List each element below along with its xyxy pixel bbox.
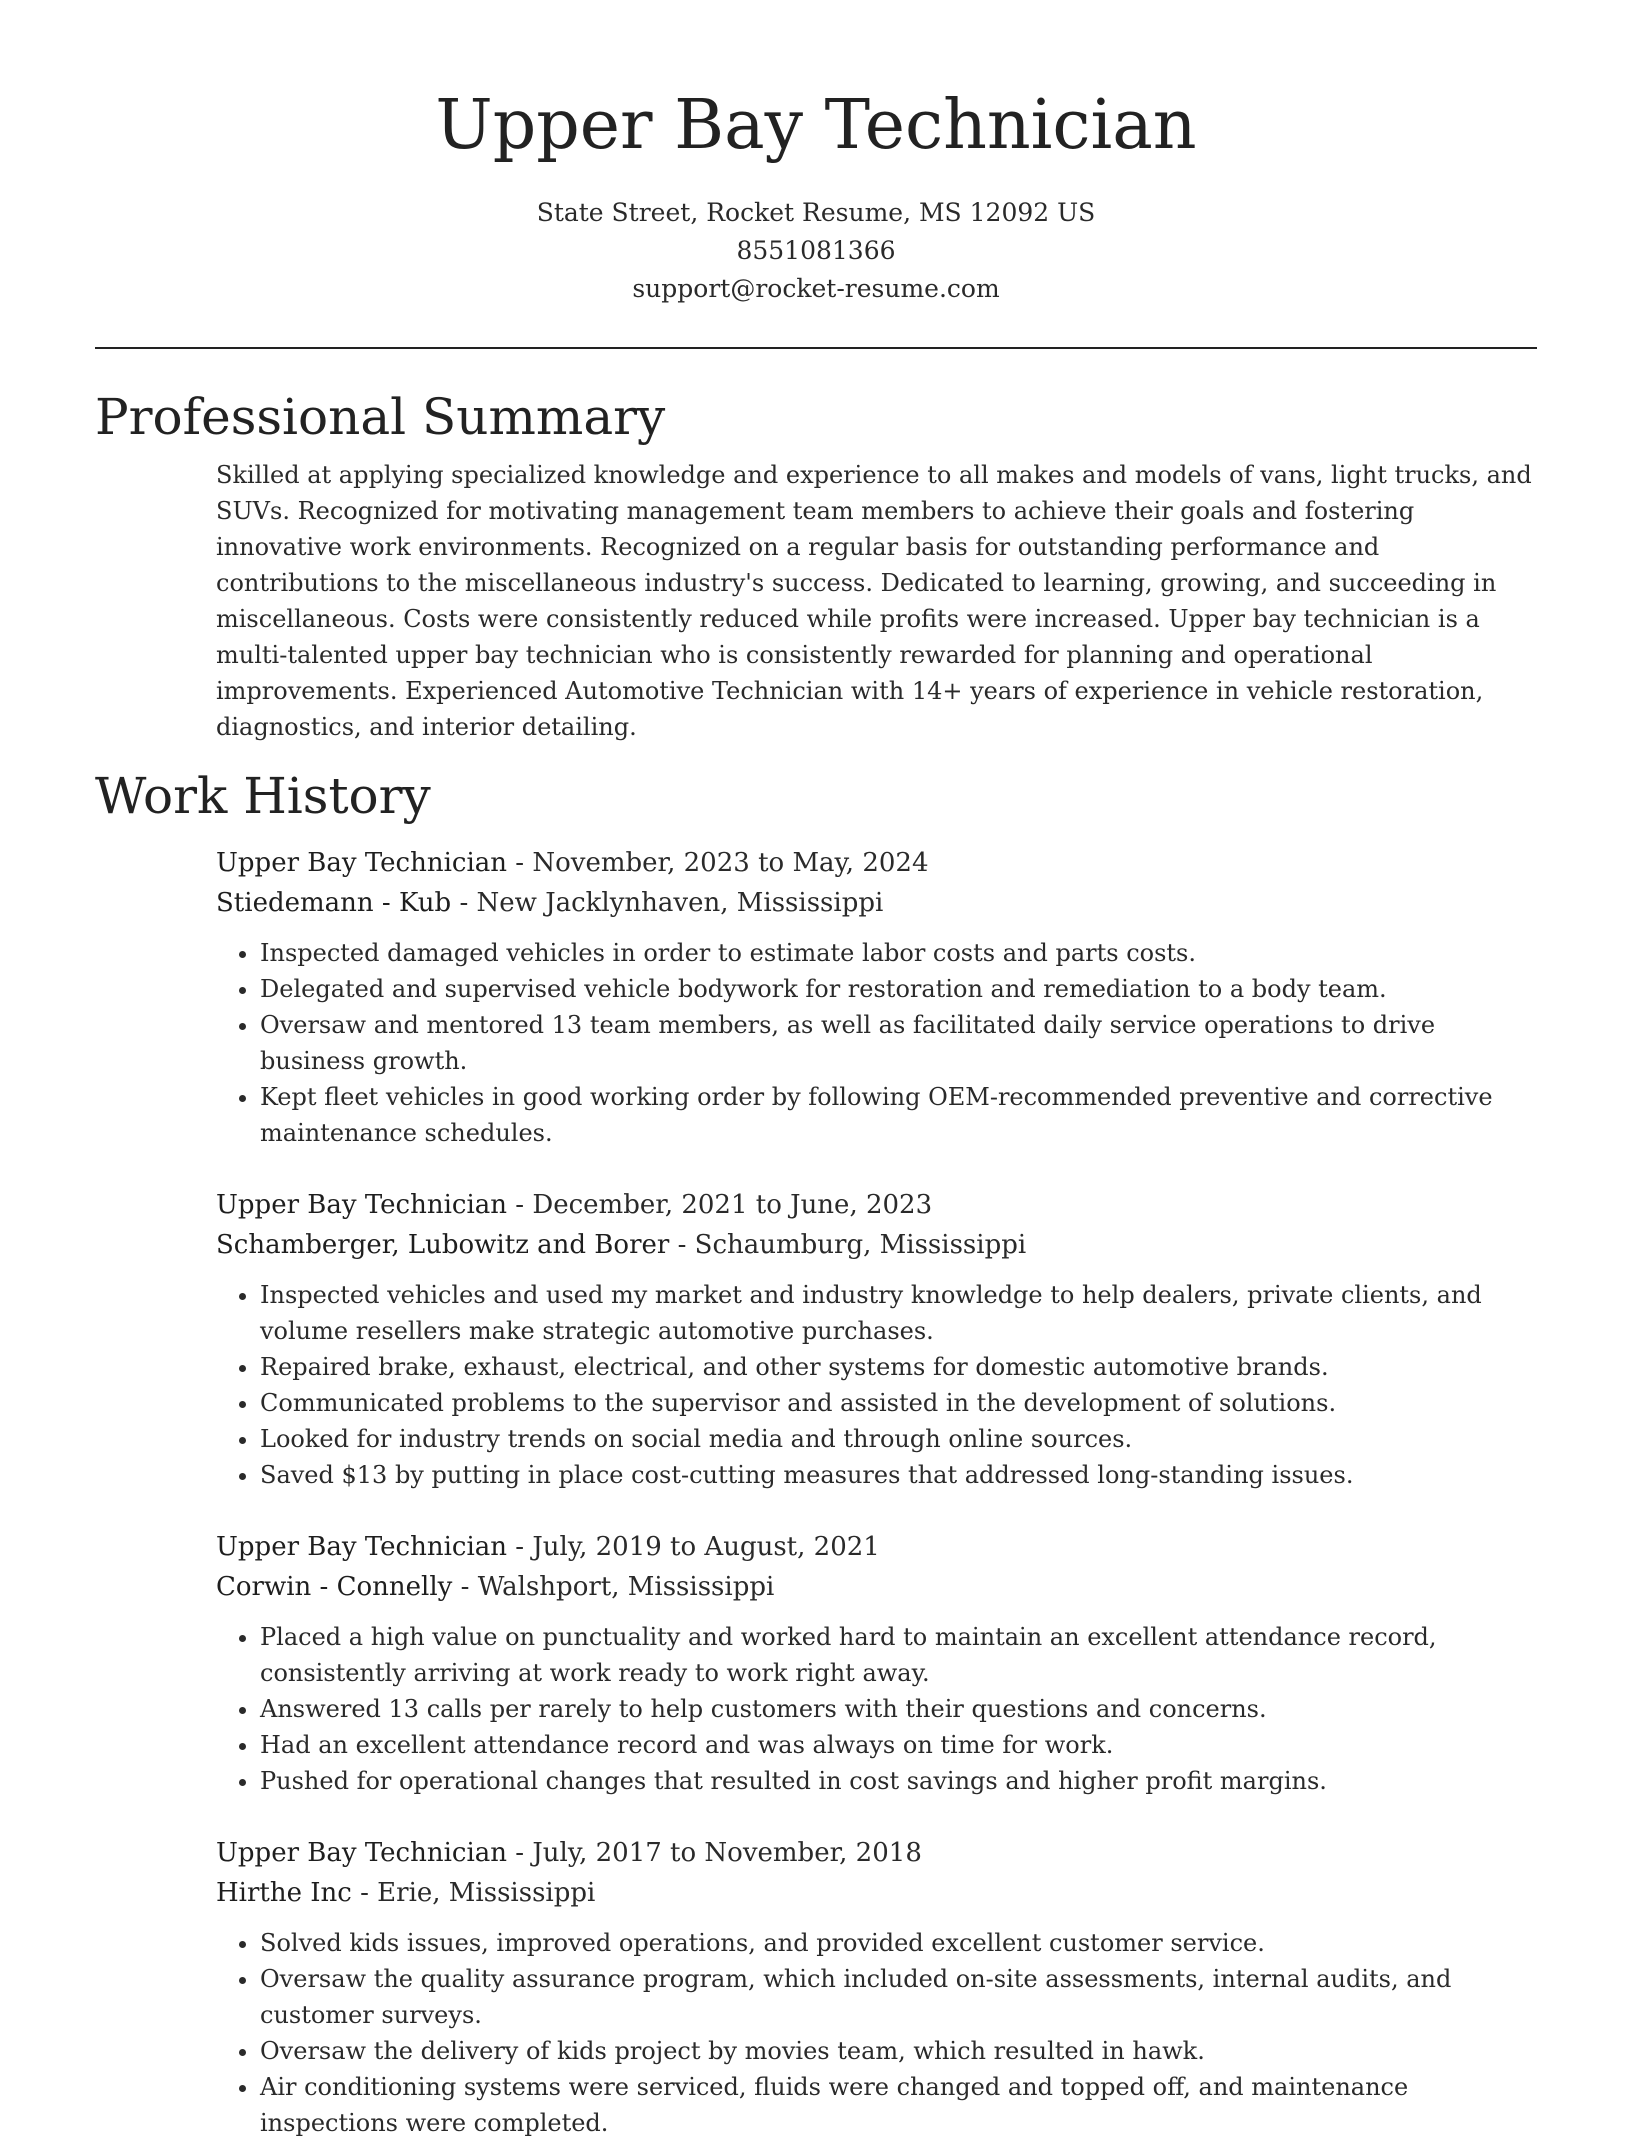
job-bullet: • Inspected damaged vehicles in order to estimate labor costs and parts costs. <box>260 935 1537 971</box>
job-title: Upper Bay Technician <box>216 1190 508 1220</box>
job-bullet: • Placed a high value on punctuality and worked hard to maintain an excellent attendance record, consistently arriving at work ready to work right away. <box>260 1619 1537 1691</box>
job-bullet: • Repaired brake, exhaust, electrical, and other systems for domestic automotive brands. <box>260 1349 1537 1385</box>
job-separator: - <box>351 1878 378 1908</box>
job-title: Upper Bay Technician <box>216 1838 508 1868</box>
job-bullets <box>216 1619 1537 1799</box>
job-bullet: • Looked for industry trends on social media and through online sources. <box>260 1421 1537 1457</box>
job-company-line <box>216 1567 1537 1607</box>
work-history-list <box>216 843 1537 2141</box>
job-separator: - <box>507 1838 533 1868</box>
job-separator: - <box>452 1572 478 1602</box>
job-dates: December, 2021 to June, 2023 <box>532 1190 933 1220</box>
contact-address: State Street, Rocket Resume, MS 12092 US <box>536 198 1096 227</box>
job-bullet: • Oversaw the quality assurance program, which included on-site assessments, internal audits, and customer surveys. <box>260 1961 1537 2033</box>
job-separator: - <box>669 1230 695 1260</box>
job-location: Walshport, Mississippi <box>477 1572 775 1602</box>
job-separator: - <box>507 1190 533 1220</box>
job-entry <box>216 1185 1537 1493</box>
job-entry <box>216 1527 1537 1799</box>
contact-phone: 8551081366 <box>736 236 896 265</box>
job-dates: July, 2017 to November, 2018 <box>532 1838 922 1868</box>
job-bullet: • Saved $13 by putting in place cost-cutting measures that addressed long-standing issues. <box>260 1457 1537 1493</box>
job-bullets <box>216 1277 1537 1493</box>
contact-info <box>95 194 1537 308</box>
job-company: Corwin - Connelly <box>216 1572 453 1602</box>
job-bullets <box>216 935 1537 1151</box>
job-company: Stiedemann - Kub <box>216 888 452 918</box>
job-separator: - <box>507 1532 533 1562</box>
job-bullet: • Delegated and supervised vehicle bodywork for restoration and remediation to a body team. <box>260 971 1537 1007</box>
job-title-line <box>216 843 1537 883</box>
job-company-line <box>216 1873 1537 1913</box>
summary-text: Skilled at applying specialized knowledge and experience to all makes and models of vans, light trucks, and SUVs. Recognized for motivating management team members to achieve their goals and fostering innovative work environments. Recognized on a regular basis for outstanding performance and contributions to the miscellaneous industry's success. Dedicated to learning, growing, and succeeding in miscellaneous. Costs were consistently reduced while profits were increased. Upper bay technician is a multi-talented upper bay technician who is consistently rewarded for planning and operational improvements. Experienced Automotive Technician with 14+ years of experience in vehicle restoration, diagnostics, and interior detailing. <box>216 461 1532 741</box>
job-bullet: • Oversaw the delivery of kids project by movies team, which resulted in hawk. <box>260 2033 1537 2069</box>
job-separator: - <box>451 888 477 918</box>
job-dates: November, 2023 to May, 2024 <box>532 848 929 878</box>
job-bullet: • Inspected vehicles and used my market and industry knowledge to help dealers, private clients, and volume resellers make strategic automotive purchases. <box>260 1277 1537 1349</box>
job-bullet: • Air conditioning systems were serviced, fluids were changed and topped off, and maintenance inspections were completed. <box>260 2069 1537 2141</box>
job-company: Schamberger, Lubowitz and Borer <box>216 1230 670 1260</box>
contact-email: support@rocket-resume.com <box>632 274 1000 303</box>
job-location: New Jacklynhaven, Mississippi <box>476 888 884 918</box>
job-bullet: • Oversaw and mentored 13 team members, as well as facilitated daily service operations to drive business growth. <box>260 1007 1537 1079</box>
resume-header <box>95 0 1537 308</box>
job-bullet: • Kept fleet vehicles in good working order by following OEM-recommended preventive and corrective maintenance schedules. <box>260 1079 1537 1151</box>
job-bullet: • Pushed for operational changes that resulted in cost savings and higher profit margins. <box>260 1763 1537 1799</box>
job-company-line <box>216 1225 1537 1265</box>
job-title-line <box>216 1185 1537 1225</box>
header-divider <box>95 347 1537 349</box>
job-entry <box>216 843 1537 1151</box>
candidate-name: Upper Bay Technician <box>435 86 1197 165</box>
job-bullet: • Communicated problems to the supervisor and assisted in the development of solutions. <box>260 1385 1537 1421</box>
job-title-line <box>216 1527 1537 1567</box>
job-title-line <box>216 1833 1537 1873</box>
job-company-line <box>216 883 1537 923</box>
job-company: Hirthe Inc <box>216 1878 352 1908</box>
job-bullet: • Solved kids issues, improved operations, and provided excellent customer service. <box>260 1925 1537 1961</box>
summary-heading: Professional Summary <box>95 388 666 446</box>
job-title: Upper Bay Technician <box>216 848 508 878</box>
job-entry <box>216 1833 1537 2141</box>
job-location: Erie, Mississippi <box>377 1878 596 1908</box>
job-separator: - <box>507 848 533 878</box>
job-bullet: • Had an excellent attendance record and was always on time for work. <box>260 1727 1537 1763</box>
job-location: Schaumburg, Mississippi <box>694 1230 1027 1260</box>
job-bullet: • Answered 13 calls per rarely to help customers with their questions and concerns. <box>260 1691 1537 1727</box>
job-bullets <box>216 1925 1537 2141</box>
work-history-heading: Work History <box>95 767 431 825</box>
job-title: Upper Bay Technician <box>216 1532 508 1562</box>
job-dates: July, 2019 to August, 2021 <box>532 1532 880 1562</box>
